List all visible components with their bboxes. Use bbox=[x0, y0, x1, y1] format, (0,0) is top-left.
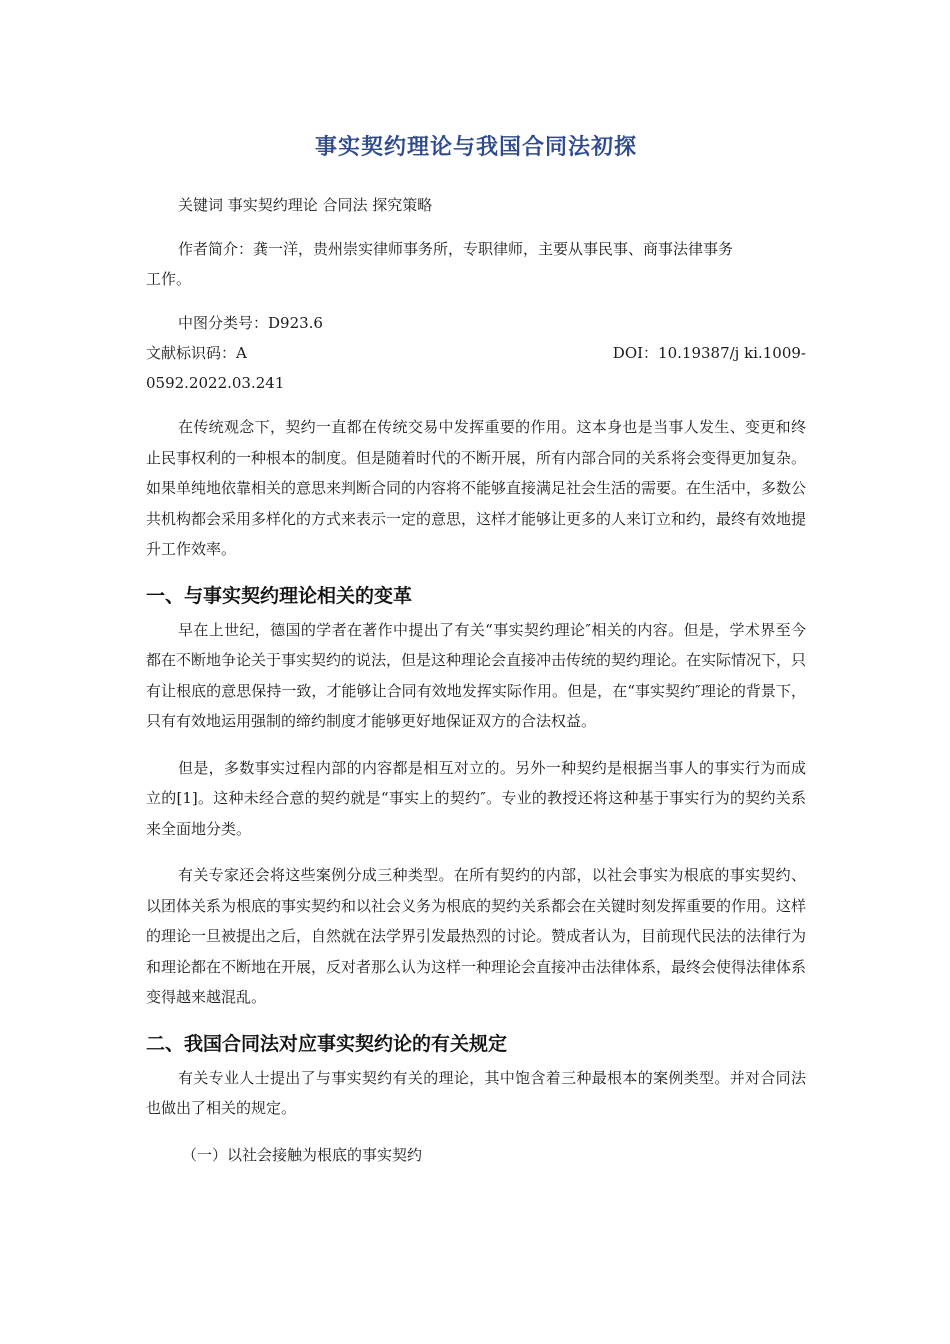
doi-part1: DOI：10.19387/j ki.1009- bbox=[612, 344, 806, 362]
section1-heading: 一、与事实契约理论相关的变革 bbox=[146, 584, 413, 607]
page-title: 事实契约理论与我国合同法初探 bbox=[314, 135, 637, 160]
keywords bbox=[146, 190, 806, 220]
section1-paragraph-2: 但是，多数事实过程内部的内容都是相互对立的。另外一种契约是根据当事人的事实行为而成立的[1]。这种未经合意的契约就是“事实上的契约″。专业的教授还将这种基于事实行为的契约关系来全面地分类。 bbox=[146, 758, 806, 838]
intro-paragraph: 在传统观念下，契约一直都在传统交易中发挥重要的作用。这本身也是当事人发生、变更和终止民事权利的一种根本的制度。但是随着时代的不断开展，所有内部合同的关系将会变得更加复杂。如果单纯地依靠相关的意思来判断合同的内容将不能够直接满足社会生活的需要。在生活中，多数公共机构都会采用多样化的方式来表示一定的意思，这样才能够让更多的人来订立和约，最终有效地提升工作效率。 bbox=[146, 418, 807, 558]
section1-paragraph-3: 有关专家还会将这些案例分成三种类型。在所有契约的内部，以社会事实为根底的事实契约、以团体关系为根底的事实契约和以社会义务为根底的契约关系都会在关键时刻发挥重要的作用。这样的理论一旦被提出之后，自然就在法学界引发最热烈的讨论。赞成者认为，目前现代民法的法律行为和理论都在不断地在开展，反对者那么认为这样一种理论会直接冲击法律体系，最终会使得法律体系变得越来越混乱。 bbox=[146, 866, 807, 1006]
author-bio-line2: 工作。 bbox=[146, 270, 192, 288]
section2-heading: 二、我国合同法对应事实契约论的有关规定 bbox=[146, 1032, 508, 1055]
clc-number: 中图分类号：D923.6 bbox=[178, 314, 323, 332]
document-code: 文献标识码：A bbox=[146, 344, 247, 362]
doi-part2: 0592.2022.03.241 bbox=[146, 374, 285, 392]
section1-paragraph-1: 早在上世纪，德国的学者在著作中提出了有关“事实契约理论″相关的内容。但是，学术界至今都在不断地争论关于事实契约的说法，但是这种理论会直接冲击传统的契约理论。在实际情况下，只有让根底的意思保持一致，才能够让合同有效地发挥实际作用。但是，在“事实契约″理论的背景下，只有有效地运用强制的缔约制度才能够更好地保证双方的合法权益。 bbox=[146, 620, 807, 730]
keywords-text: 关键词 事实契约理论 合同法 探究策略 bbox=[178, 196, 433, 214]
section2-paragraph-1: 有关专业人士提出了与事实契约有关的理论，其中饱含着三种最根本的案例类型。并对合同法也做出了相关的规定。 bbox=[146, 1068, 806, 1117]
author-bio bbox=[146, 234, 806, 294]
classification-info bbox=[146, 308, 806, 398]
section2-subheading: （一）以社会接触为根底的事实契约 bbox=[182, 1145, 423, 1164]
document-page bbox=[146, 130, 806, 1170]
doc-code-row bbox=[146, 338, 806, 368]
author-bio-line1: 作者简介：龚一洋，贵州崇实律师事务所，专职律师，主要从事民事、商事法律事务 bbox=[178, 240, 734, 258]
